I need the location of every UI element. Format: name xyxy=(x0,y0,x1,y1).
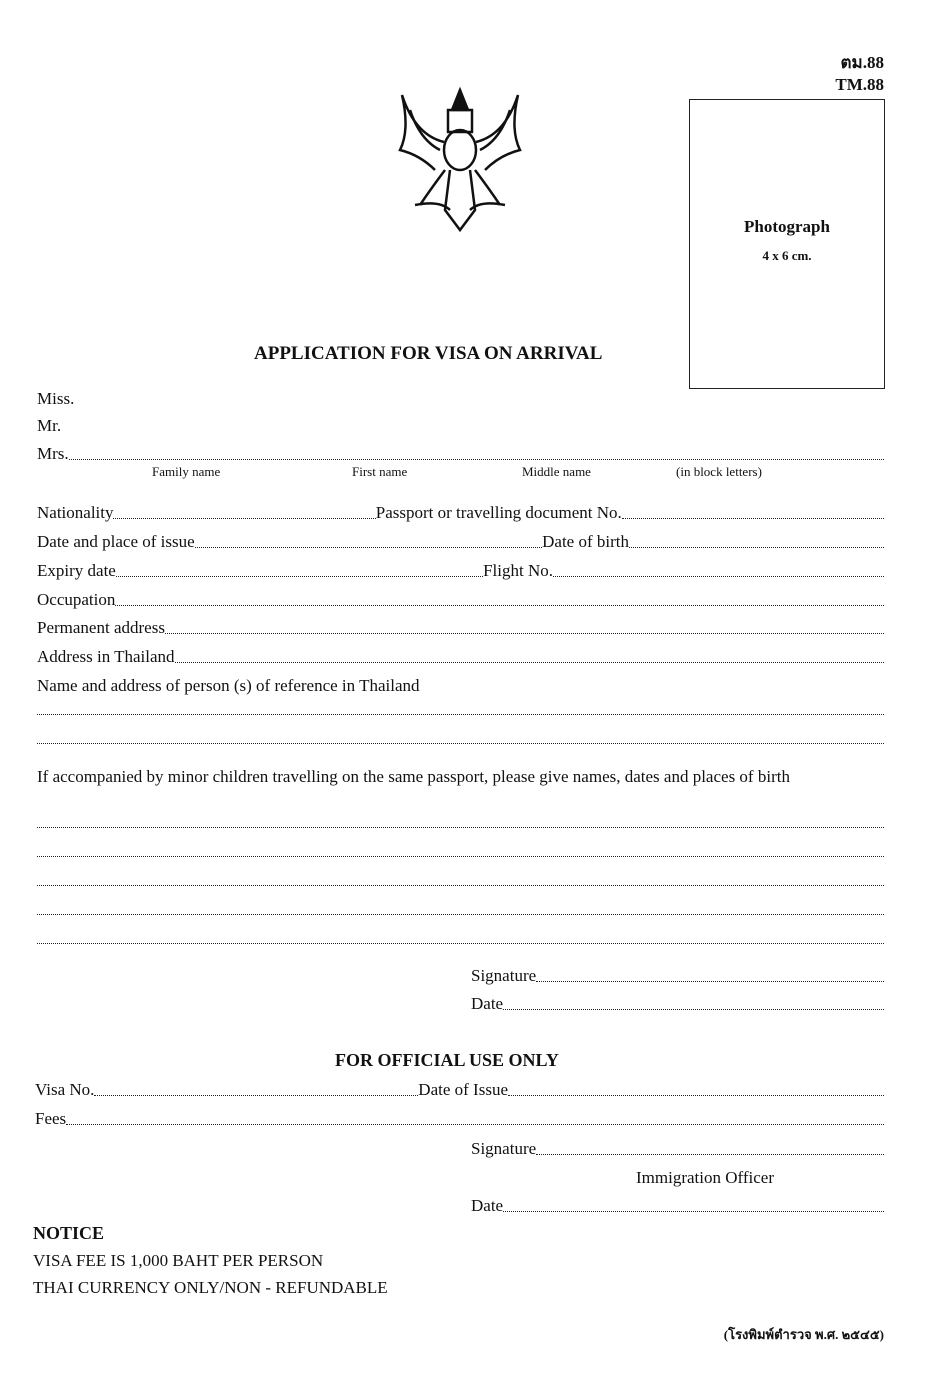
expiry-row[interactable] xyxy=(37,561,884,581)
occupation-row[interactable] xyxy=(37,590,884,610)
notice-line-1: VISA FEE IS 1,000 BAHT PER PERSON xyxy=(33,1251,324,1270)
reference-line-1[interactable] xyxy=(37,705,884,719)
official-date-label: Date xyxy=(471,1196,504,1215)
fees-label: Fees xyxy=(35,1109,67,1128)
children-line[interactable] xyxy=(37,876,884,890)
children-label: If accompanied by minor children travelling on the same passport, please give names, dates and places of birth xyxy=(37,767,790,786)
date-row[interactable] xyxy=(471,994,884,1014)
expiry-label: Expiry date xyxy=(37,561,116,580)
official-heading: FOR OFFICIAL USE ONLY xyxy=(335,1050,559,1070)
form-code: TM.88 xyxy=(835,75,884,94)
issue-row[interactable] xyxy=(37,532,884,552)
children-line[interactable] xyxy=(37,905,884,919)
dob-label: Date of birth xyxy=(542,532,629,551)
permanent-address-row[interactable] xyxy=(37,618,884,638)
photo-box xyxy=(689,99,885,389)
title-mr: Mr. xyxy=(37,416,62,435)
reference-line-2[interactable] xyxy=(37,734,884,748)
block-letters-note: (in block letters) xyxy=(676,464,762,479)
date-label: Date xyxy=(471,994,504,1013)
photo-size: 4 x 6 cm. xyxy=(762,248,812,263)
notice-heading: NOTICE xyxy=(33,1223,105,1243)
immigration-officer-label: Immigration Officer xyxy=(636,1168,775,1187)
occupation-label: Occupation xyxy=(37,590,116,609)
visa-no-row[interactable] xyxy=(35,1080,884,1100)
reference-label: Name and address of person (s) of reference in Thailand xyxy=(37,676,420,695)
family-name-label: Family name xyxy=(152,464,221,479)
official-date-row[interactable] xyxy=(471,1196,884,1216)
official-signature-label: Signature xyxy=(471,1139,537,1158)
middle-name-label: Middle name xyxy=(522,464,591,479)
title-mrs: Mrs. xyxy=(37,444,69,463)
permanent-address-label: Permanent address xyxy=(37,618,165,637)
page-title: APPLICATION FOR VISA ON ARRIVAL xyxy=(254,343,603,364)
first-name-label: First name xyxy=(352,464,408,479)
printer-footer: (โรงพิมพ์ตำรวจ พ.ศ. ๒๕๔๕) xyxy=(723,1327,884,1342)
children-line[interactable] xyxy=(37,934,884,948)
notice-line-2: THAI CURRENCY ONLY/NON - REFUNDABLE xyxy=(33,1278,388,1297)
fees-row[interactable] xyxy=(35,1109,884,1129)
photo-label: Photograph xyxy=(744,217,830,236)
nationality-row[interactable] xyxy=(37,503,884,523)
name-field[interactable] xyxy=(37,444,884,464)
garuda-emblem-icon xyxy=(390,80,530,235)
thailand-address-label: Address in Thailand xyxy=(37,647,175,666)
form-code-thai: ตม.88 xyxy=(840,53,884,72)
passport-label: Passport or travelling document No. xyxy=(375,503,622,522)
thailand-address-row[interactable] xyxy=(37,647,884,667)
visa-no-label: Visa No. xyxy=(35,1080,95,1099)
official-signature-row[interactable] xyxy=(471,1139,884,1159)
issue-label: Date and place of issue xyxy=(37,532,195,551)
nationality-label: Nationality xyxy=(37,503,114,522)
children-line[interactable] xyxy=(37,818,884,832)
flight-label: Flight No. xyxy=(483,561,553,580)
signature-row[interactable] xyxy=(471,966,884,986)
children-line[interactable] xyxy=(37,847,884,861)
date-of-issue-label: Date of Issue xyxy=(418,1080,508,1099)
title-miss: Miss. xyxy=(37,389,75,408)
signature-label: Signature xyxy=(471,966,537,985)
